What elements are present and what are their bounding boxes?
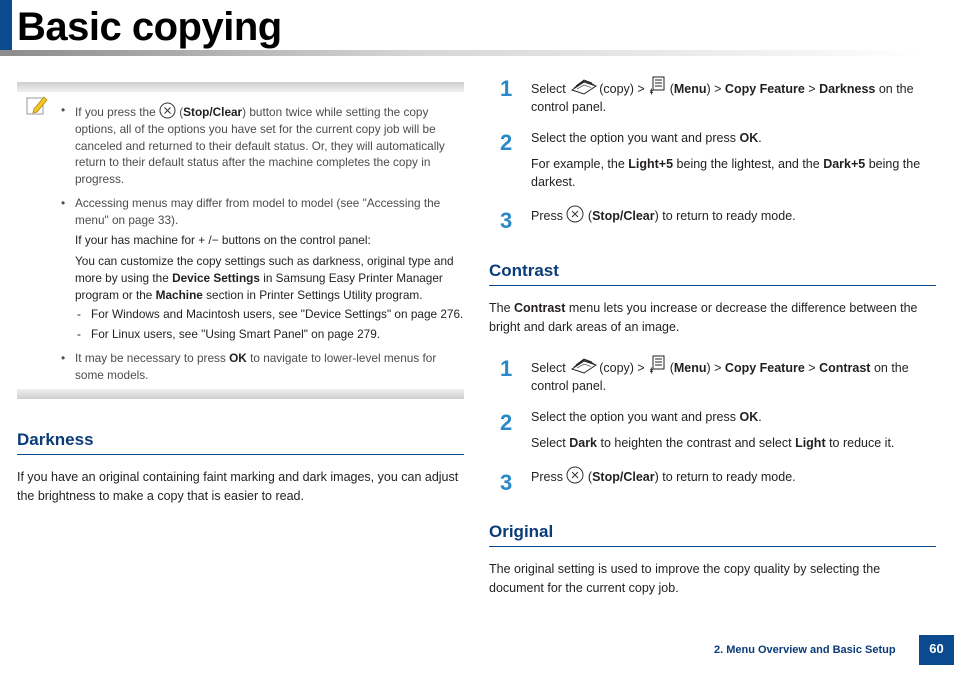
note-item-stop-clear: • If you press the (Stop/Clear) button twice while setting the copy options, all of the options you have set for the current copy job will be canceled and returned to their default status. Or, they will automatically return to their default status after the machine completes the copy in progress. [61,102,466,188]
note-linux-link[interactable]: - For Linux users, see "Using Smart Panel" on page 279. [75,326,466,343]
stop-clear-icon [566,466,584,484]
page-number: 60 [919,635,954,665]
contrast-rule [489,285,936,286]
note-list [61,102,466,390]
menu-icon [648,355,666,375]
contrast-body: The Contrast menu lets you increase or decrease the difference between the bright and dark areas of an image. [489,301,918,335]
darkness-rule [17,454,464,455]
copy-icon [569,355,599,375]
contrast-step-3-number: 3 [500,470,513,495]
contrast-step-2: Select the option you want and press OK. [531,410,762,424]
contrast-step-1-number: 1 [500,356,513,381]
contrast-heading: Contrast [489,261,559,280]
contrast-step-3: Press (Stop/Clear) to return to ready mode. [531,466,936,486]
contrast-step-2-select: Select Dark to heighten the contrast and select Light to reduce it. [531,436,895,450]
note-item-accessing-menus: • Accessing menus may differ from model to model (see "Accessing the menu" on page 33). If your has machine for + /− buttons on the control panel: You can customize the copy settings such as darkness, original type and more by using the Device Settings in Samsung Easy Printer Manager program or the Machine section in Printer Settings Utility program. - For Windows and Macintosh users, see "Device Settings" on page 276. - For Linux users, see "Using Smart Panel" on page 279. [61,195,466,343]
darkness-step-3: Press (Stop/Clear) to return to ready mode. [531,205,936,225]
darkness-step-3-number: 3 [500,208,513,233]
note-top-border [17,82,464,92]
darkness-step-1: Select (copy) > (Menu) > Copy Feature > Darkness on the control panel. [531,76,936,116]
original-body: The original setting is used to improve the copy quality by selecting the document for the current copy job. [489,562,881,596]
note-box [17,82,464,398]
title-divider [0,50,920,56]
note-item-ok-button: • It may be necessary to press OK to navigate to lower-level menus for some models. [61,350,466,384]
darkness-heading: Darkness [17,430,94,449]
original-heading: Original [489,522,554,541]
darkness-step-2-number: 2 [500,130,513,155]
darkness-step-2: Select the option you want and press OK. [531,131,762,145]
darkness-body: If you have an original containing faint marking and dark images, you can adjust the brightness to make a copy that is easier to read. [17,470,459,504]
menu-icon [648,76,666,96]
original-rule [489,546,936,547]
note-pencil-icon [25,94,49,118]
page-title: Basic copying [17,5,282,49]
darkness-step-2-example: For example, the Light+5 being the lightest, and the Dark+5 being the darkest. [531,157,921,190]
darkness-step-1-number: 1 [500,76,513,101]
note-bottom-border [17,389,464,399]
header-accent-bar [0,0,12,50]
stop-clear-icon [566,205,584,223]
note-customize-line: You can customize the copy settings such as darkness, original type and more by using the Device Settings in Samsung Easy Printer Manager program or the Machine section in Printer Settings Utility program. [75,254,454,302]
note-plus-minus-line: If your has machine for + /− buttons on the control panel: [75,233,371,248]
stop-clear-icon [159,102,176,119]
contrast-step-1: Select (copy) > (Menu) > Copy Feature > Contrast on the control panel. [531,355,936,395]
copy-icon [569,76,599,96]
note-windows-mac-link[interactable]: - For Windows and Macintosh users, see "Device Settings" on page 276. [75,306,466,323]
contrast-step-2-number: 2 [500,410,513,435]
footer-chapter: 2. Menu Overview and Basic Setup [714,644,896,656]
